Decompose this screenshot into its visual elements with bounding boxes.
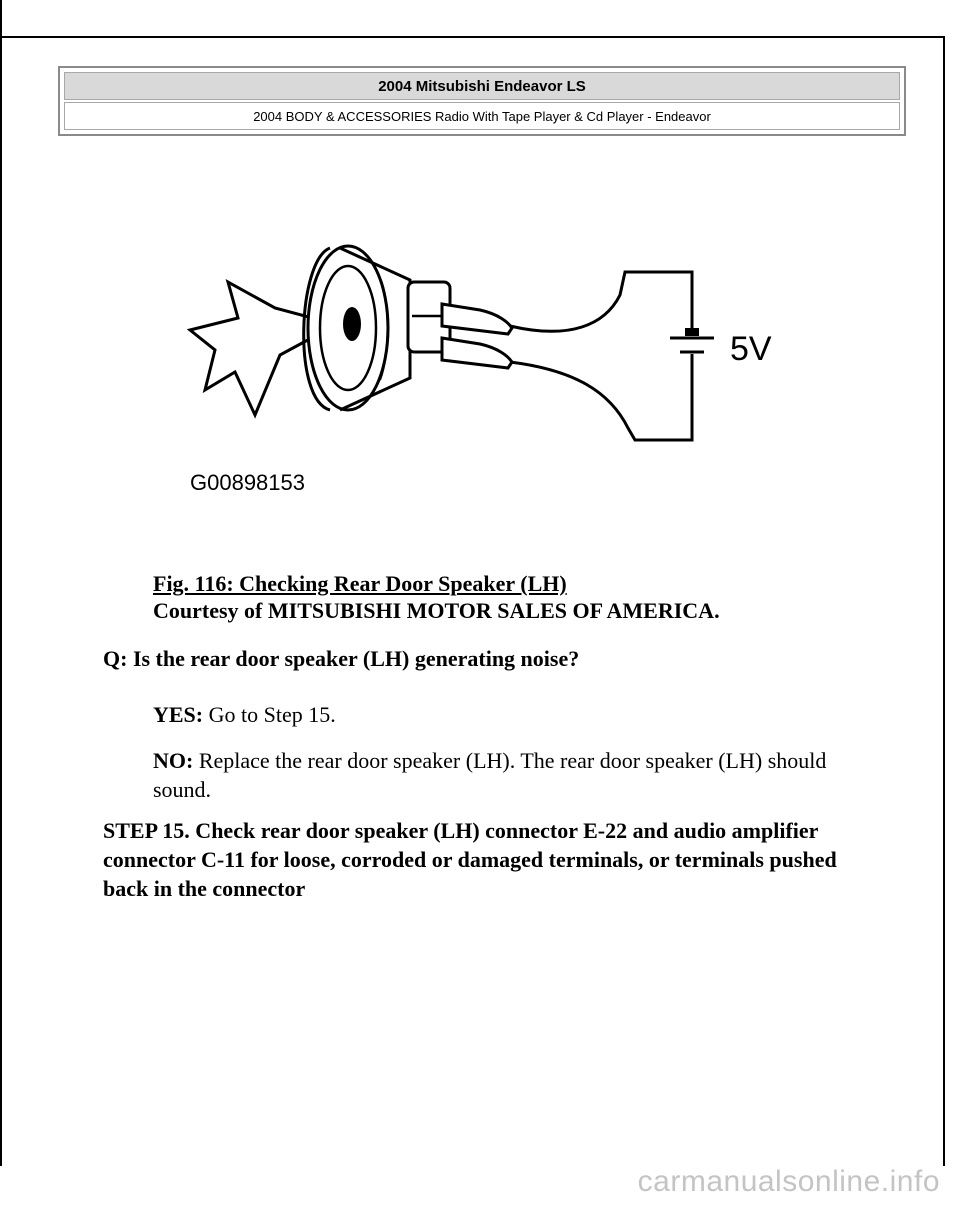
- test-probes: [442, 304, 512, 368]
- watermark: carmanualsonline.info: [637, 1165, 940, 1198]
- battery-icon: [670, 328, 714, 352]
- question-text: Q: Is the rear door speaker (LH) generating noise?: [103, 646, 580, 671]
- figure-title: Fig. 116: Checking Rear Door Speaker (LH): [153, 571, 567, 596]
- lead-wire-positive: [510, 272, 692, 334]
- answer-no-label: NO:: [153, 748, 194, 773]
- header-title: 2004 Mitsubishi Endeavor LS: [64, 72, 900, 100]
- answer-no: [153, 746, 873, 804]
- page-frame-right: [943, 36, 945, 1166]
- answer-yes-text: Go to Step 15.: [203, 702, 336, 727]
- document-header: [58, 66, 906, 136]
- answer-no-text: Replace the rear door speaker (LH). The rear door speaker (LH) should sound.: [153, 748, 827, 802]
- figure-code: G00898153: [190, 470, 305, 495]
- figure-courtesy: Courtesy of MITSUBISHI MOTOR SALES OF AMERICA.: [153, 598, 720, 623]
- voltage-label: 5V: [730, 330, 772, 368]
- step-heading: STEP 15. Check rear door speaker (LH) connector E-22 and audio amplifier connector C-11 for loose, corroded or damaged terminals, or terminals pushed back in the connector: [103, 818, 837, 901]
- speaker-icon: [304, 246, 450, 410]
- page-frame-top: [0, 36, 945, 38]
- figure-caption: [153, 570, 720, 624]
- header-subtitle: 2004 BODY & ACCESSORIES Radio With Tape Player & Cd Player - Endeavor: [64, 102, 900, 130]
- page-frame-left: [0, 0, 2, 1166]
- lead-wire-negative: [510, 354, 692, 440]
- answer-yes: [153, 700, 873, 729]
- answer-yes-label: YES:: [153, 702, 204, 727]
- speaker-check-diagram: [180, 230, 800, 500]
